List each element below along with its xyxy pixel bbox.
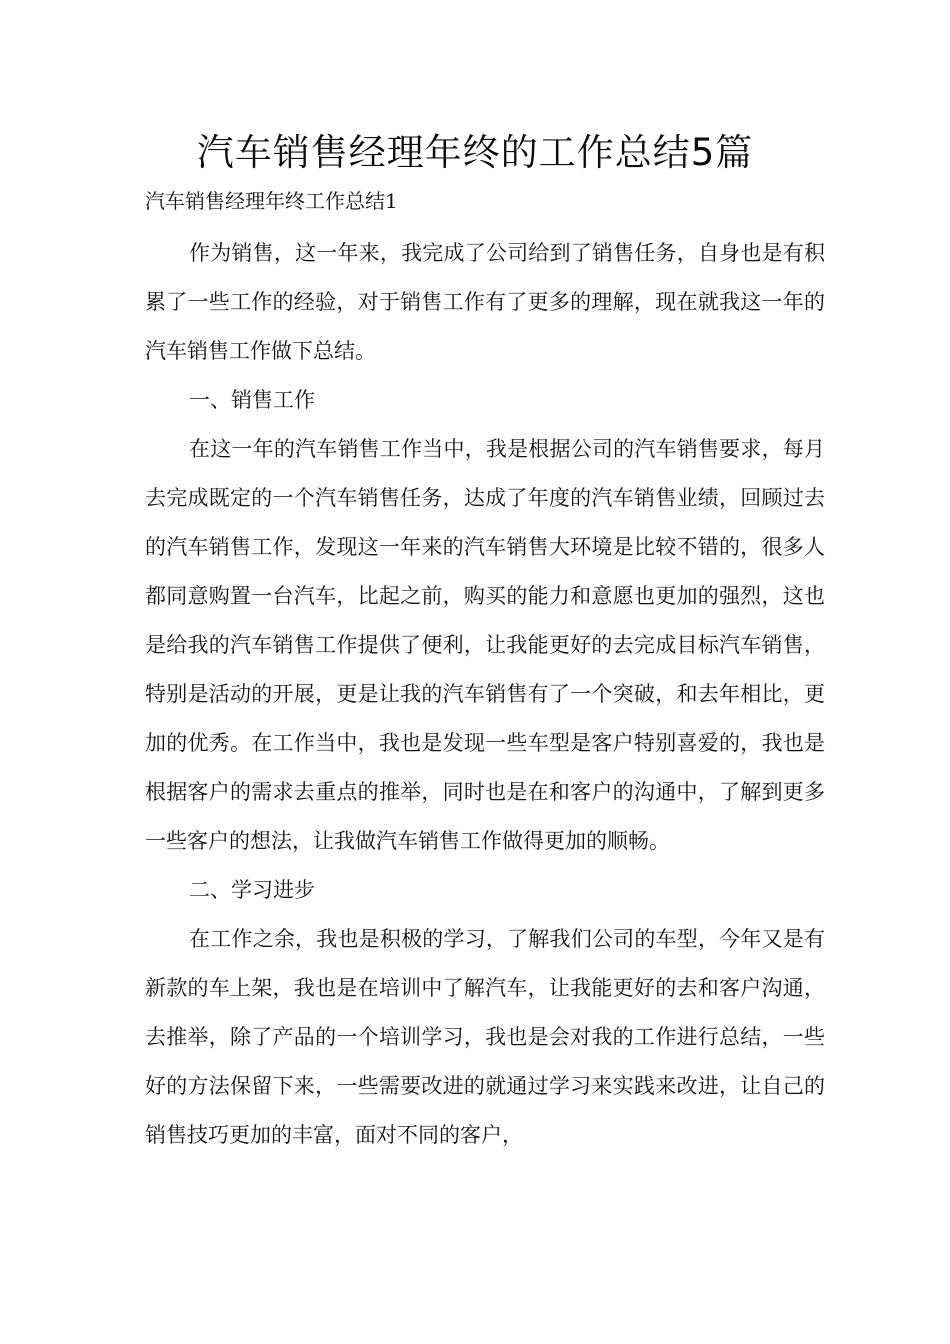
section-heading-learning: 二、学习进步 (189, 878, 315, 902)
section-heading-sales: 一、销售工作 (189, 388, 315, 412)
paragraph-sales-work: 在这一年的汽车销售工作当中，我是根据公司的汽车销售要求，每月去完成既定的一个汽车销售任务，达成了年度的汽车销售业绩，回顾过去的汽车销售工作，发现这一年来的汽车销售大环境是比较不错的，很多人都同意购置一台汽车，比起之前，购买的能力和意愿也更加的强烈，这也是给我的汽车销售工作提供了便利，让我能更好的去完成目标汽车销售，特别是活动的开展，更是让我的汽车销售有了一个突破，和去年相比，更加的优秀。在工作当中，我也是发现一些车型是客户特别喜爱的，我也是根据客户的需求去重点的推举，同时也是在和客户的沟通中，了解到更多一些客户的想法，让我做汽车销售工作做得更加的顺畅。 (145, 437, 825, 853)
paragraph-learning: 在工作之余，我也是积极的学习，了解我们公司的车型，今年又是有新款的车上架，我也是在培训中了解汽车，让我能更好的去和客户沟通，去推举，除了产品的一个培训学习，我也是会对我的工作进行总结，一些好的方法保留下来，一些需要改进的就通过学习来实践来改进，让自己的销售技巧更加的丰富，面对不同的客户， (145, 927, 825, 1147)
document-subtitle: 汽车销售经理年终工作总结1 (145, 189, 398, 213)
paragraph-intro: 作为销售，这一年来，我完成了公司给到了销售任务，自身也是有积累了一些工作的经验，对于销售工作有了更多的理解，现在就我这一年的汽车销售工作做下总结。 (145, 241, 825, 363)
document-body (145, 229, 825, 1160)
document-title: 汽车销售经理年终的工作总结5篇 (196, 131, 754, 174)
